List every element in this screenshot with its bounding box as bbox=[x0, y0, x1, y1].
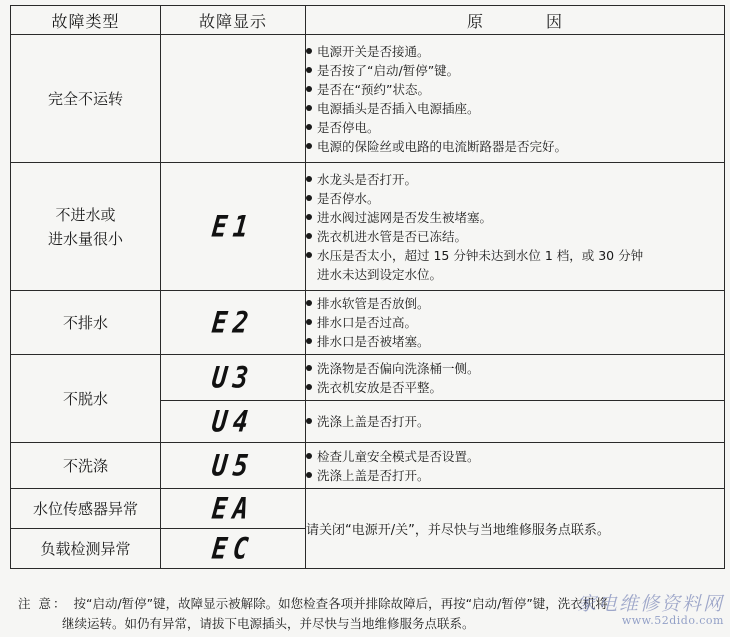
list-item-continuation: 进水未达到设定水位。 bbox=[317, 266, 443, 282]
fault-display-cell bbox=[161, 529, 306, 569]
watermark-text: 家电维修资料网 bbox=[576, 593, 724, 615]
fault-type-cell bbox=[11, 529, 161, 569]
reason-cell bbox=[306, 443, 725, 489]
fault-type-label: 不洗涤 bbox=[62, 456, 108, 475]
list-item: 洗衣机安放是否平整。 bbox=[306, 378, 724, 397]
table-row bbox=[11, 355, 725, 401]
table-row bbox=[11, 443, 725, 489]
header-fault-type: 故障类型 bbox=[11, 6, 161, 35]
note-text-1: 按“启动/暂停”键，故障显示被解除。如您检查各项并排除故障后，再按“启动/暂停”键，洗衣机将 bbox=[73, 596, 608, 611]
fault-display-code: U5 bbox=[210, 448, 256, 483]
reason-cell bbox=[306, 401, 725, 443]
fault-display-cell bbox=[161, 291, 306, 355]
reason-cell bbox=[306, 163, 725, 291]
fault-type-label: 不脱水 bbox=[62, 389, 108, 408]
list-item: 检查儿童安全模式是否设置。 bbox=[306, 447, 724, 466]
fault-display-cell bbox=[161, 443, 306, 489]
table-row bbox=[11, 35, 725, 163]
list-item: 水压是否太小，超过 15 分钟未达到水位 1 档，或 30 分钟 bbox=[306, 246, 724, 265]
header-reason bbox=[306, 6, 725, 35]
reason-cell bbox=[306, 35, 725, 163]
header-fault-display: 故障显示 bbox=[161, 6, 306, 35]
fault-type-cell bbox=[11, 35, 161, 163]
list-item: 是否按了“启动/暂停”键。 bbox=[306, 61, 724, 80]
list-item: 电源插头是否插入电源插座。 bbox=[306, 99, 724, 118]
reason-cell bbox=[306, 291, 725, 355]
list-item: 洗涤上盖是否打开。 bbox=[306, 412, 724, 431]
fault-display-code: U4 bbox=[210, 404, 256, 439]
note-label: 注 意： bbox=[18, 596, 68, 611]
fault-display-code: EC bbox=[210, 531, 256, 566]
contact-service-text: 请关闭“电源开/关”，并尽快与当地维修服务点联系。 bbox=[306, 523, 610, 538]
fault-type-label-line2: 进水量很小 bbox=[47, 229, 123, 248]
list-item: 是否停水。 bbox=[306, 189, 724, 208]
fault-type-cell bbox=[11, 163, 161, 291]
note-line-2: 继续运转。如仍有异常，请拔下电源插头，并尽快与当地维修服务点联系。 bbox=[62, 616, 475, 631]
list-item: 洗涤物是否偏向洗涤桶一侧。 bbox=[306, 359, 724, 378]
header-reason-char2: 因 bbox=[546, 11, 564, 31]
list-item: 排水口是否被堵塞。 bbox=[306, 332, 724, 351]
list-item: 排水口是否过高。 bbox=[306, 313, 724, 332]
contact-service-cell bbox=[306, 489, 725, 569]
list-item: 是否停电。 bbox=[306, 118, 724, 137]
header-reason-char1: 原 bbox=[466, 11, 484, 31]
fault-type-cell bbox=[11, 291, 161, 355]
fault-display-cell bbox=[161, 35, 306, 163]
list-item: 电源开关是否接通。 bbox=[306, 42, 724, 61]
fault-display-cell bbox=[161, 401, 306, 443]
list-item: 是否在“预约”状态。 bbox=[306, 80, 724, 99]
fault-type-cell bbox=[11, 443, 161, 489]
watermark-url: www.52dido.com bbox=[621, 614, 724, 627]
table-row bbox=[11, 163, 725, 291]
fault-type-cell bbox=[11, 355, 161, 443]
fault-display-cell bbox=[161, 489, 306, 529]
fault-display-code: E2 bbox=[210, 305, 256, 340]
fault-type-label: 不排水 bbox=[62, 313, 108, 332]
fault-display-cell bbox=[161, 163, 306, 291]
list-item: 洗衣机进水管是否已冻结。 bbox=[306, 227, 724, 246]
fault-type-label: 完全不运转 bbox=[47, 89, 123, 108]
fault-type-label: 负载检测异常 bbox=[40, 539, 131, 558]
table-row bbox=[11, 489, 725, 529]
fault-table bbox=[10, 5, 725, 569]
watermark bbox=[577, 594, 724, 627]
list-item: 进水阀过滤网是否发生被堵塞。 bbox=[306, 208, 724, 227]
list-item: 电源的保险丝或电路的电流断路器是否完好。 bbox=[306, 137, 724, 156]
fault-display-code: U3 bbox=[210, 360, 256, 395]
fault-type-label: 水位传感器异常 bbox=[32, 499, 138, 518]
fault-display-cell bbox=[161, 355, 306, 401]
fault-type-label-line1: 不进水或 bbox=[55, 205, 116, 224]
fault-display-code: E1 bbox=[210, 209, 256, 244]
reason-cell bbox=[306, 355, 725, 401]
list-item: 水龙头是否打开。 bbox=[306, 170, 724, 189]
list-item: 洗涤上盖是否打开。 bbox=[306, 466, 724, 485]
list-item: 排水软管是否放倒。 bbox=[306, 294, 724, 313]
table-row bbox=[11, 291, 725, 355]
fault-type-cell bbox=[11, 489, 161, 529]
fault-display-code: EA bbox=[210, 491, 256, 526]
table-header-row bbox=[11, 6, 725, 35]
